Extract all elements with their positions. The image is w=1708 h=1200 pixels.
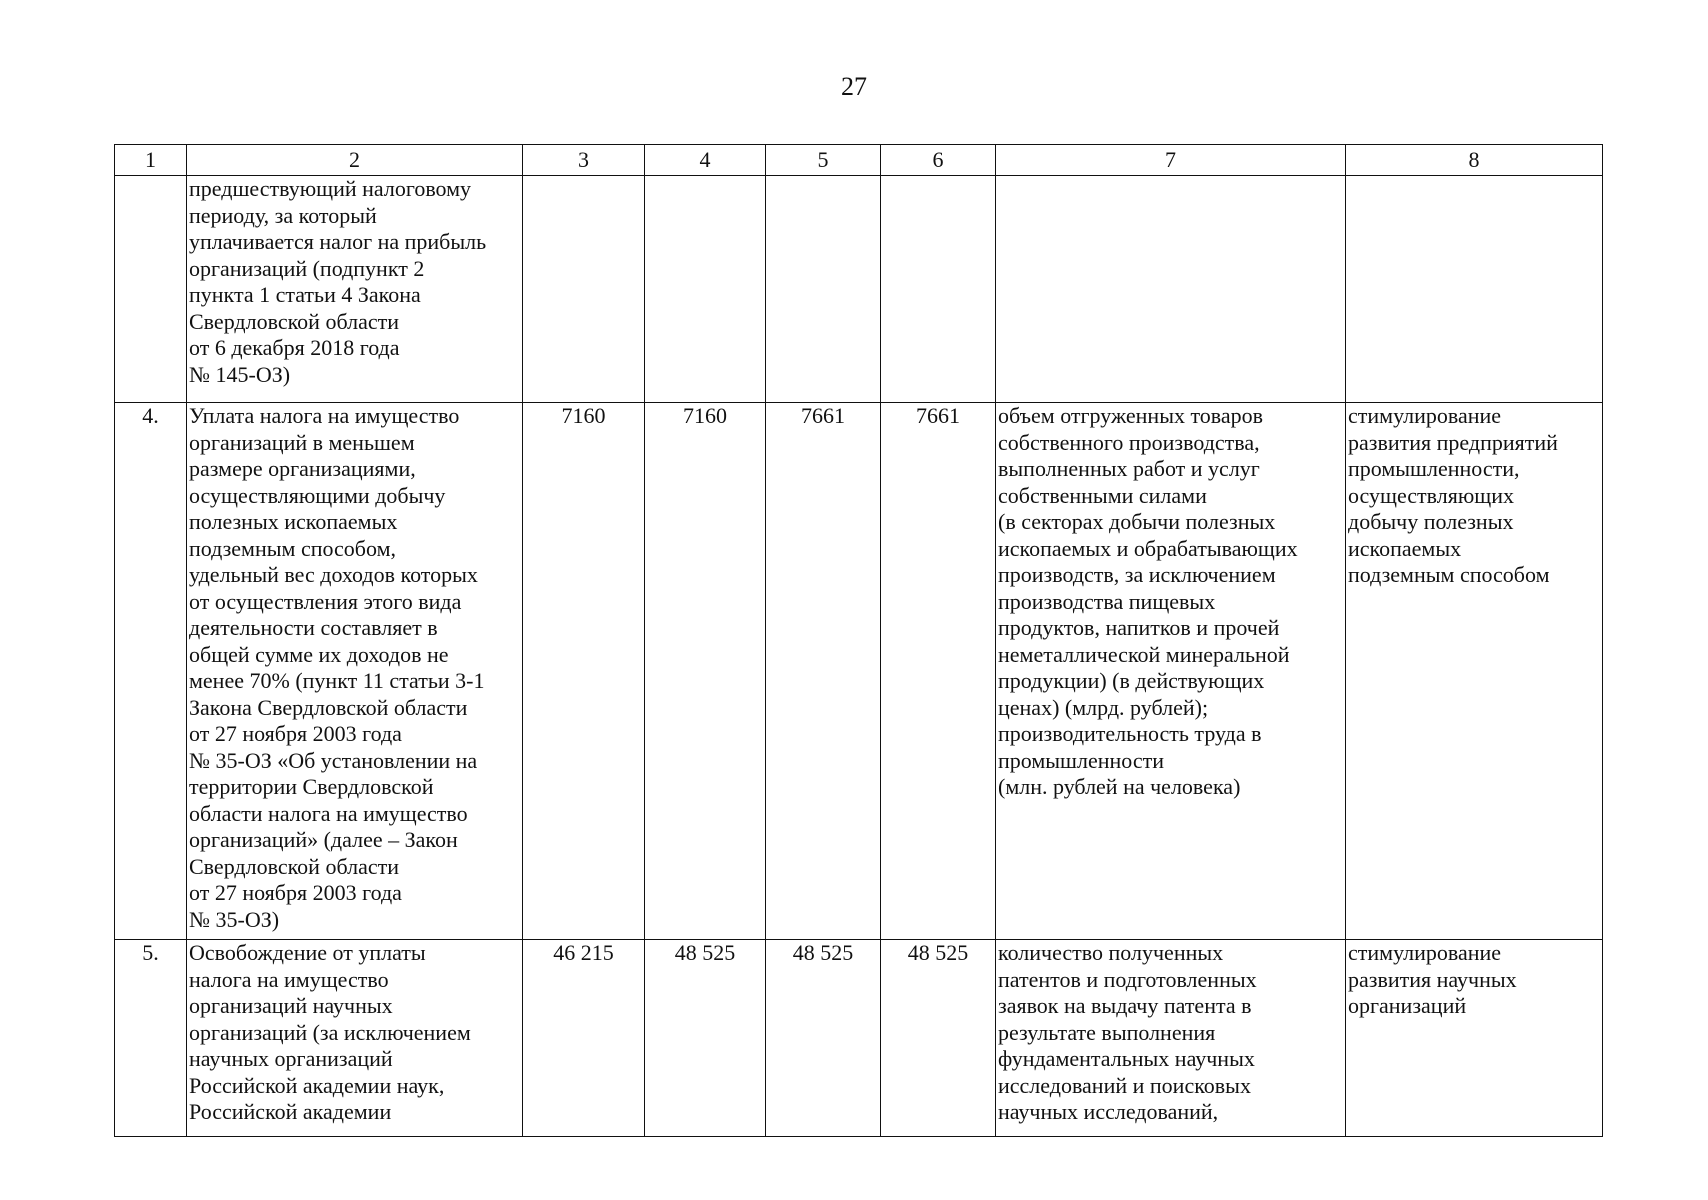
value-cell-3: 7160 — [523, 403, 645, 940]
goal-cell — [1346, 176, 1603, 403]
value-cell-6 — [881, 176, 996, 403]
description-cell: Освобождение от уплаты налога на имущество организаций научных организаций (за исключением научных организаций Российской академии наук, Российской академии — [187, 940, 523, 1137]
page-number: 27 — [841, 72, 867, 101]
indicator-cell: объем отгруженных товаров собственного производства, выполненных работ и услуг собственными силами (в секторах добычи полезных ископаемых и обрабатывающих производств, за исключением производства пищевых продуктов, напитков и прочей неметаллической минеральной продукции) (в действующих ценах) (млрд. рублей); производительность труда в промышленности (млн. рублей на человека) — [996, 403, 1346, 940]
value-cell-4 — [645, 176, 766, 403]
column-header-3: 3 — [523, 145, 645, 176]
value-cell-4: 48 525 — [645, 940, 766, 1137]
tax-benefits-table — [114, 144, 1603, 1137]
indicator-cell: количество полученных патентов и подготовленных заявок на выдачу патента в результате выполнения фундаментальных научных исследований и поисковых научных исследований, — [996, 940, 1346, 1137]
value-cell-3: 46 215 — [523, 940, 645, 1137]
row-number-cell: 5. — [115, 940, 187, 1137]
column-number-row — [115, 145, 1603, 176]
indicator-cell — [996, 176, 1346, 403]
table-row — [115, 403, 1603, 940]
row-number-cell: 4. — [115, 403, 187, 940]
value-cell-5: 48 525 — [766, 940, 881, 1137]
column-header-4: 4 — [645, 145, 766, 176]
value-cell-6: 7661 — [881, 403, 996, 940]
value-cell-3 — [523, 176, 645, 403]
column-header-8: 8 — [1346, 145, 1603, 176]
value-cell-6: 48 525 — [881, 940, 996, 1137]
column-header-2: 2 — [187, 145, 523, 176]
description-cell: Уплата налога на имущество организаций в меньшем размере организациями, осуществляющими добычу полезных ископаемых подземным способом, удельный вес доходов которых от осуществления этого вида деятельности составляет в общей сумме их доходов не менее 70% (пункт 11 статьи 3-1 Закона Свердловской области от 27 ноября 2003 года № 35-ОЗ «Об установлении на территории Свердловской области налога на имущество организаций» (далее – Закон Свердловской области от 27 ноября 2003 года № 35-ОЗ) — [187, 403, 523, 940]
value-cell-5 — [766, 176, 881, 403]
goal-cell: стимулирование развития предприятий промышленности, осуществляющих добычу полезных ископаемых подземным способом — [1346, 403, 1603, 940]
value-cell-5: 7661 — [766, 403, 881, 940]
column-header-5: 5 — [766, 145, 881, 176]
table-row-continuation — [115, 176, 1603, 403]
description-cell: предшествующий налоговому периоду, за который уплачивается налог на прибыль организаций (подпункт 2 пункта 1 статьи 4 Закона Свердловской области от 6 декабря 2018 года № 145-ОЗ) — [187, 176, 523, 403]
column-header-7: 7 — [996, 145, 1346, 176]
goal-cell: стимулирование развития научных организаций — [1346, 940, 1603, 1137]
column-header-1: 1 — [115, 145, 187, 176]
value-cell-4: 7160 — [645, 403, 766, 940]
column-header-6: 6 — [881, 145, 996, 176]
table-row — [115, 940, 1603, 1137]
row-number-cell — [115, 176, 187, 403]
